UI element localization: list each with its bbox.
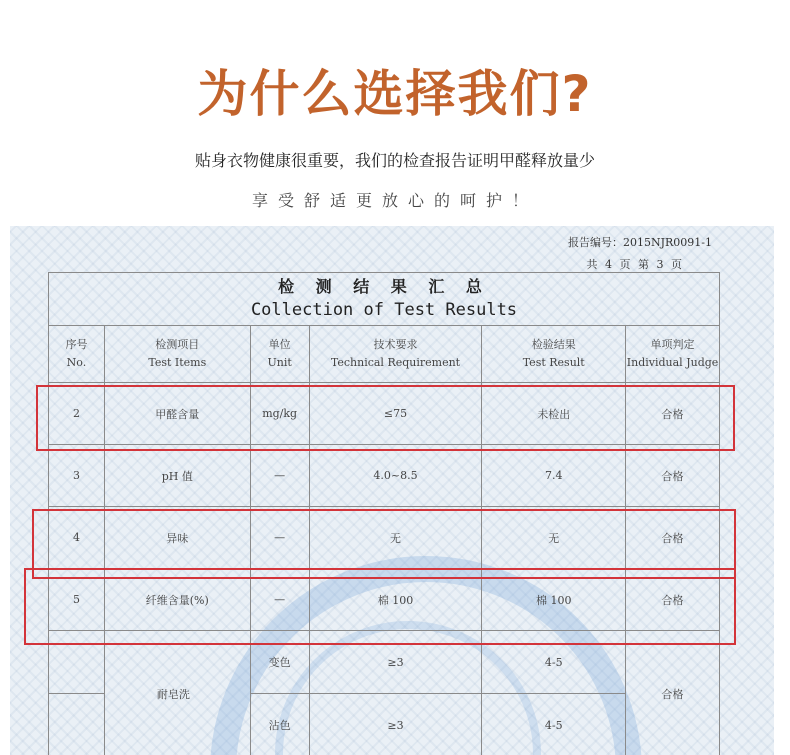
cell-judge: 合格 — [626, 631, 720, 755]
cell-judge: 合格 — [626, 445, 720, 507]
header-unit-zh: 单位 — [268, 338, 291, 351]
wash-sub-label: 沾色 — [250, 694, 309, 755]
page-number: 共 4 页 第 3 页 — [586, 258, 684, 271]
header-req-zh: 技术要求 — [373, 338, 418, 351]
header-result-zh: 检验结果 — [531, 338, 576, 351]
header-item — [104, 326, 250, 383]
cell-item: 纤维含量(%) — [104, 569, 250, 631]
cell-result: 4-5 — [482, 694, 626, 755]
header-no-en: No. — [66, 356, 87, 369]
cell-result: 4-5 — [482, 631, 626, 694]
test-report-document — [10, 226, 774, 755]
table-header-row — [49, 326, 720, 383]
cell-unit: — — [250, 569, 309, 631]
cell-item: pH 值 — [104, 445, 250, 507]
header-no — [49, 326, 105, 383]
wash-group-label — [104, 631, 250, 755]
highlight-box-fiber — [24, 568, 736, 645]
header-item-zh: 检测项目 — [155, 338, 200, 351]
cell-result: 未检出 — [482, 383, 626, 445]
cell-req: ≥3 — [309, 694, 482, 755]
cell-item: 异味 — [104, 507, 250, 569]
cell-no: 2 — [49, 383, 105, 445]
header-req-en: Technical Requirement — [330, 356, 461, 369]
subtitle-line-1: 贴身衣物健康很重要，我们的检查报告证明甲醛释放量少 — [194, 151, 595, 170]
header-result — [482, 326, 626, 383]
table-row — [49, 445, 720, 507]
table-title-zh: 检 测 结 果 汇 总 — [278, 277, 490, 296]
cell-req: ≤75 — [309, 383, 482, 445]
cell-no — [49, 694, 105, 755]
cell-judge: 合格 — [626, 383, 720, 445]
page-headline: 为什么选择我们? — [197, 65, 593, 123]
report-number: 报告编号：2015NJR0091-1 — [567, 236, 712, 249]
cell-req: ≥3 — [309, 631, 482, 694]
cell-result: 无 — [482, 507, 626, 569]
cell-no: 5 — [49, 569, 105, 631]
header-judge — [626, 326, 720, 383]
cell-no: 3 — [49, 445, 105, 507]
wash-group-text: 耐皂洗 — [156, 687, 190, 701]
header-unit-en: Unit — [267, 356, 292, 369]
header-result-en: Test Result — [522, 356, 585, 369]
cell-no: 4 — [49, 507, 105, 569]
header-judge-en: Individual Judge — [626, 356, 719, 369]
cell-unit: mg/kg — [250, 383, 309, 445]
subtitle-line-2: 享受舒适更放心的呵护！ — [251, 191, 538, 210]
header-unit — [250, 326, 309, 383]
cell-unit: — — [250, 445, 309, 507]
highlight-box-formaldehyde — [36, 385, 735, 451]
cell-result: 棉 100 — [482, 569, 626, 631]
header-item-en: Test Items — [148, 356, 207, 369]
cell-req: 棉 100 — [309, 569, 482, 631]
cell-judge: 合格 — [626, 569, 720, 631]
cell-item: 甲醛含量 — [104, 383, 250, 445]
cell-req: 4.0~8.5 — [309, 445, 482, 507]
cell-result: 7.4 — [482, 445, 626, 507]
wash-sub-label: 变色 — [250, 631, 309, 694]
cell-req: 无 — [309, 507, 482, 569]
table-title — [49, 273, 720, 326]
cell-judge: 合格 — [626, 507, 720, 569]
header-req — [309, 326, 482, 383]
table-title-en: Collection of Test Results — [250, 300, 518, 320]
cell-unit: — — [250, 507, 309, 569]
header-judge-zh: 单项判定 — [650, 338, 695, 351]
header-no-zh: 序号 — [65, 338, 88, 351]
